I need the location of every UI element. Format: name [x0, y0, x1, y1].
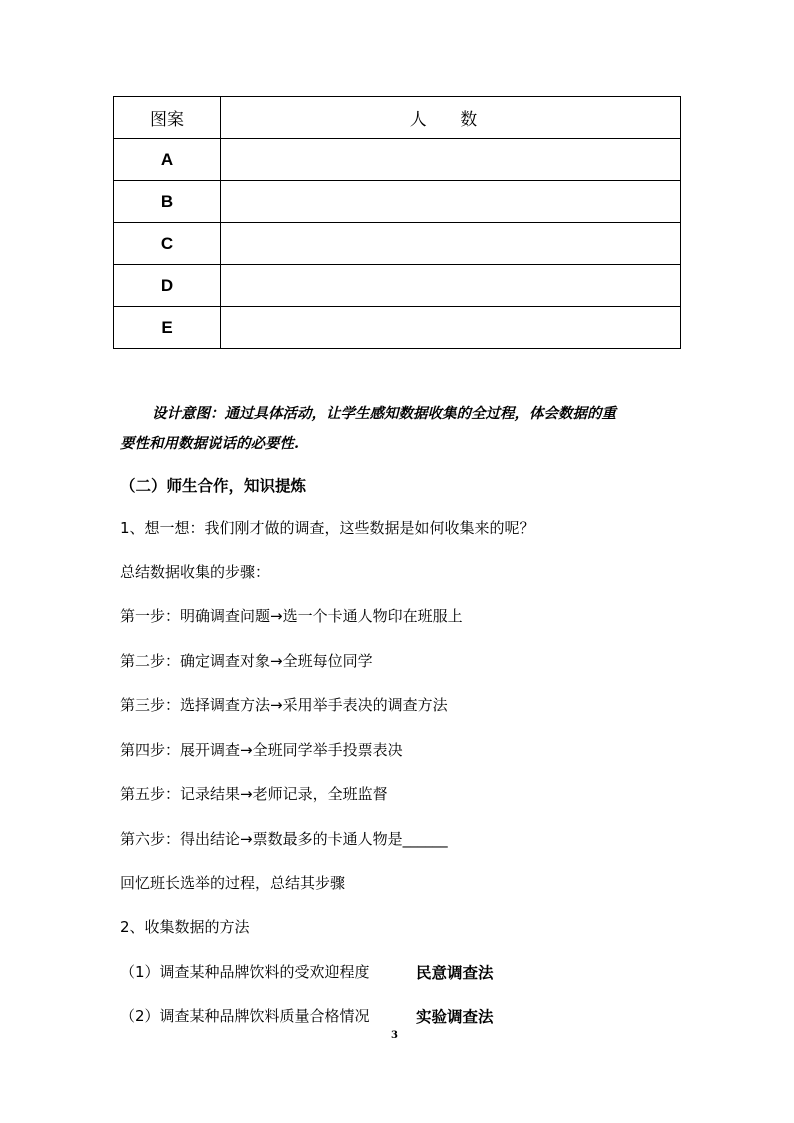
table-row	[114, 181, 681, 223]
step-3: 第三步：选择调查方法→采用举手表决的调查方法	[120, 696, 448, 714]
row-count-cell	[221, 139, 681, 181]
step-5: 第五步：记录结果→老师记录，全班监督	[120, 785, 388, 803]
method-2-desc: （2）调查某种品牌饮料质量合格情况	[120, 1007, 370, 1025]
step-1: 第一步：明确调查问题→选一个卡通人物印在班服上	[120, 607, 463, 625]
row-count-cell	[221, 307, 681, 349]
table-row	[114, 307, 681, 349]
question-2: 2、收集数据的方法	[120, 918, 250, 936]
recall-instruction: 回忆班长选举的过程，总结其步骤	[120, 874, 346, 892]
question-1: 1、想一想：我们刚才做的调查，这些数据是如何收集来的呢？	[120, 519, 535, 537]
method-1-name: 民意调查法	[416, 964, 494, 982]
table-row	[114, 223, 681, 265]
row-label: E	[114, 307, 221, 349]
section-title: （二）师生合作，知识提炼	[120, 477, 307, 495]
row-count-cell	[221, 223, 681, 265]
step-4: 第四步：展开调查→全班同学举手投票表决	[120, 741, 403, 759]
table-header-row	[114, 97, 681, 139]
row-label: D	[114, 265, 221, 307]
row-label: C	[114, 223, 221, 265]
design-intent-line-1: 设计意图：通过具体活动，让学生感知数据收集的全过程，体会数据的重	[152, 405, 616, 422]
table-row	[114, 265, 681, 307]
header-count: 人 数	[221, 97, 681, 139]
page-number: 3	[391, 1030, 398, 1041]
row-label: B	[114, 181, 221, 223]
row-count-cell	[221, 181, 681, 223]
header-pattern: 图案	[114, 97, 221, 139]
design-intent-line-2: 要性和用数据说话的必要性.	[120, 435, 300, 452]
table-row	[114, 139, 681, 181]
step-6: 第六步：得出结论→票数最多的卡通人物是______	[120, 830, 448, 848]
steps-summary: 总结数据收集的步骤：	[120, 563, 271, 581]
pattern-count-table	[113, 96, 681, 349]
row-count-cell	[221, 265, 681, 307]
method-1-desc: （1）调查某种品牌饮料的受欢迎程度	[120, 963, 370, 981]
method-2-name: 实验调查法	[416, 1008, 494, 1026]
row-label: A	[114, 139, 221, 181]
step-2: 第二步：确定调查对象→全班每位同学	[120, 652, 373, 670]
